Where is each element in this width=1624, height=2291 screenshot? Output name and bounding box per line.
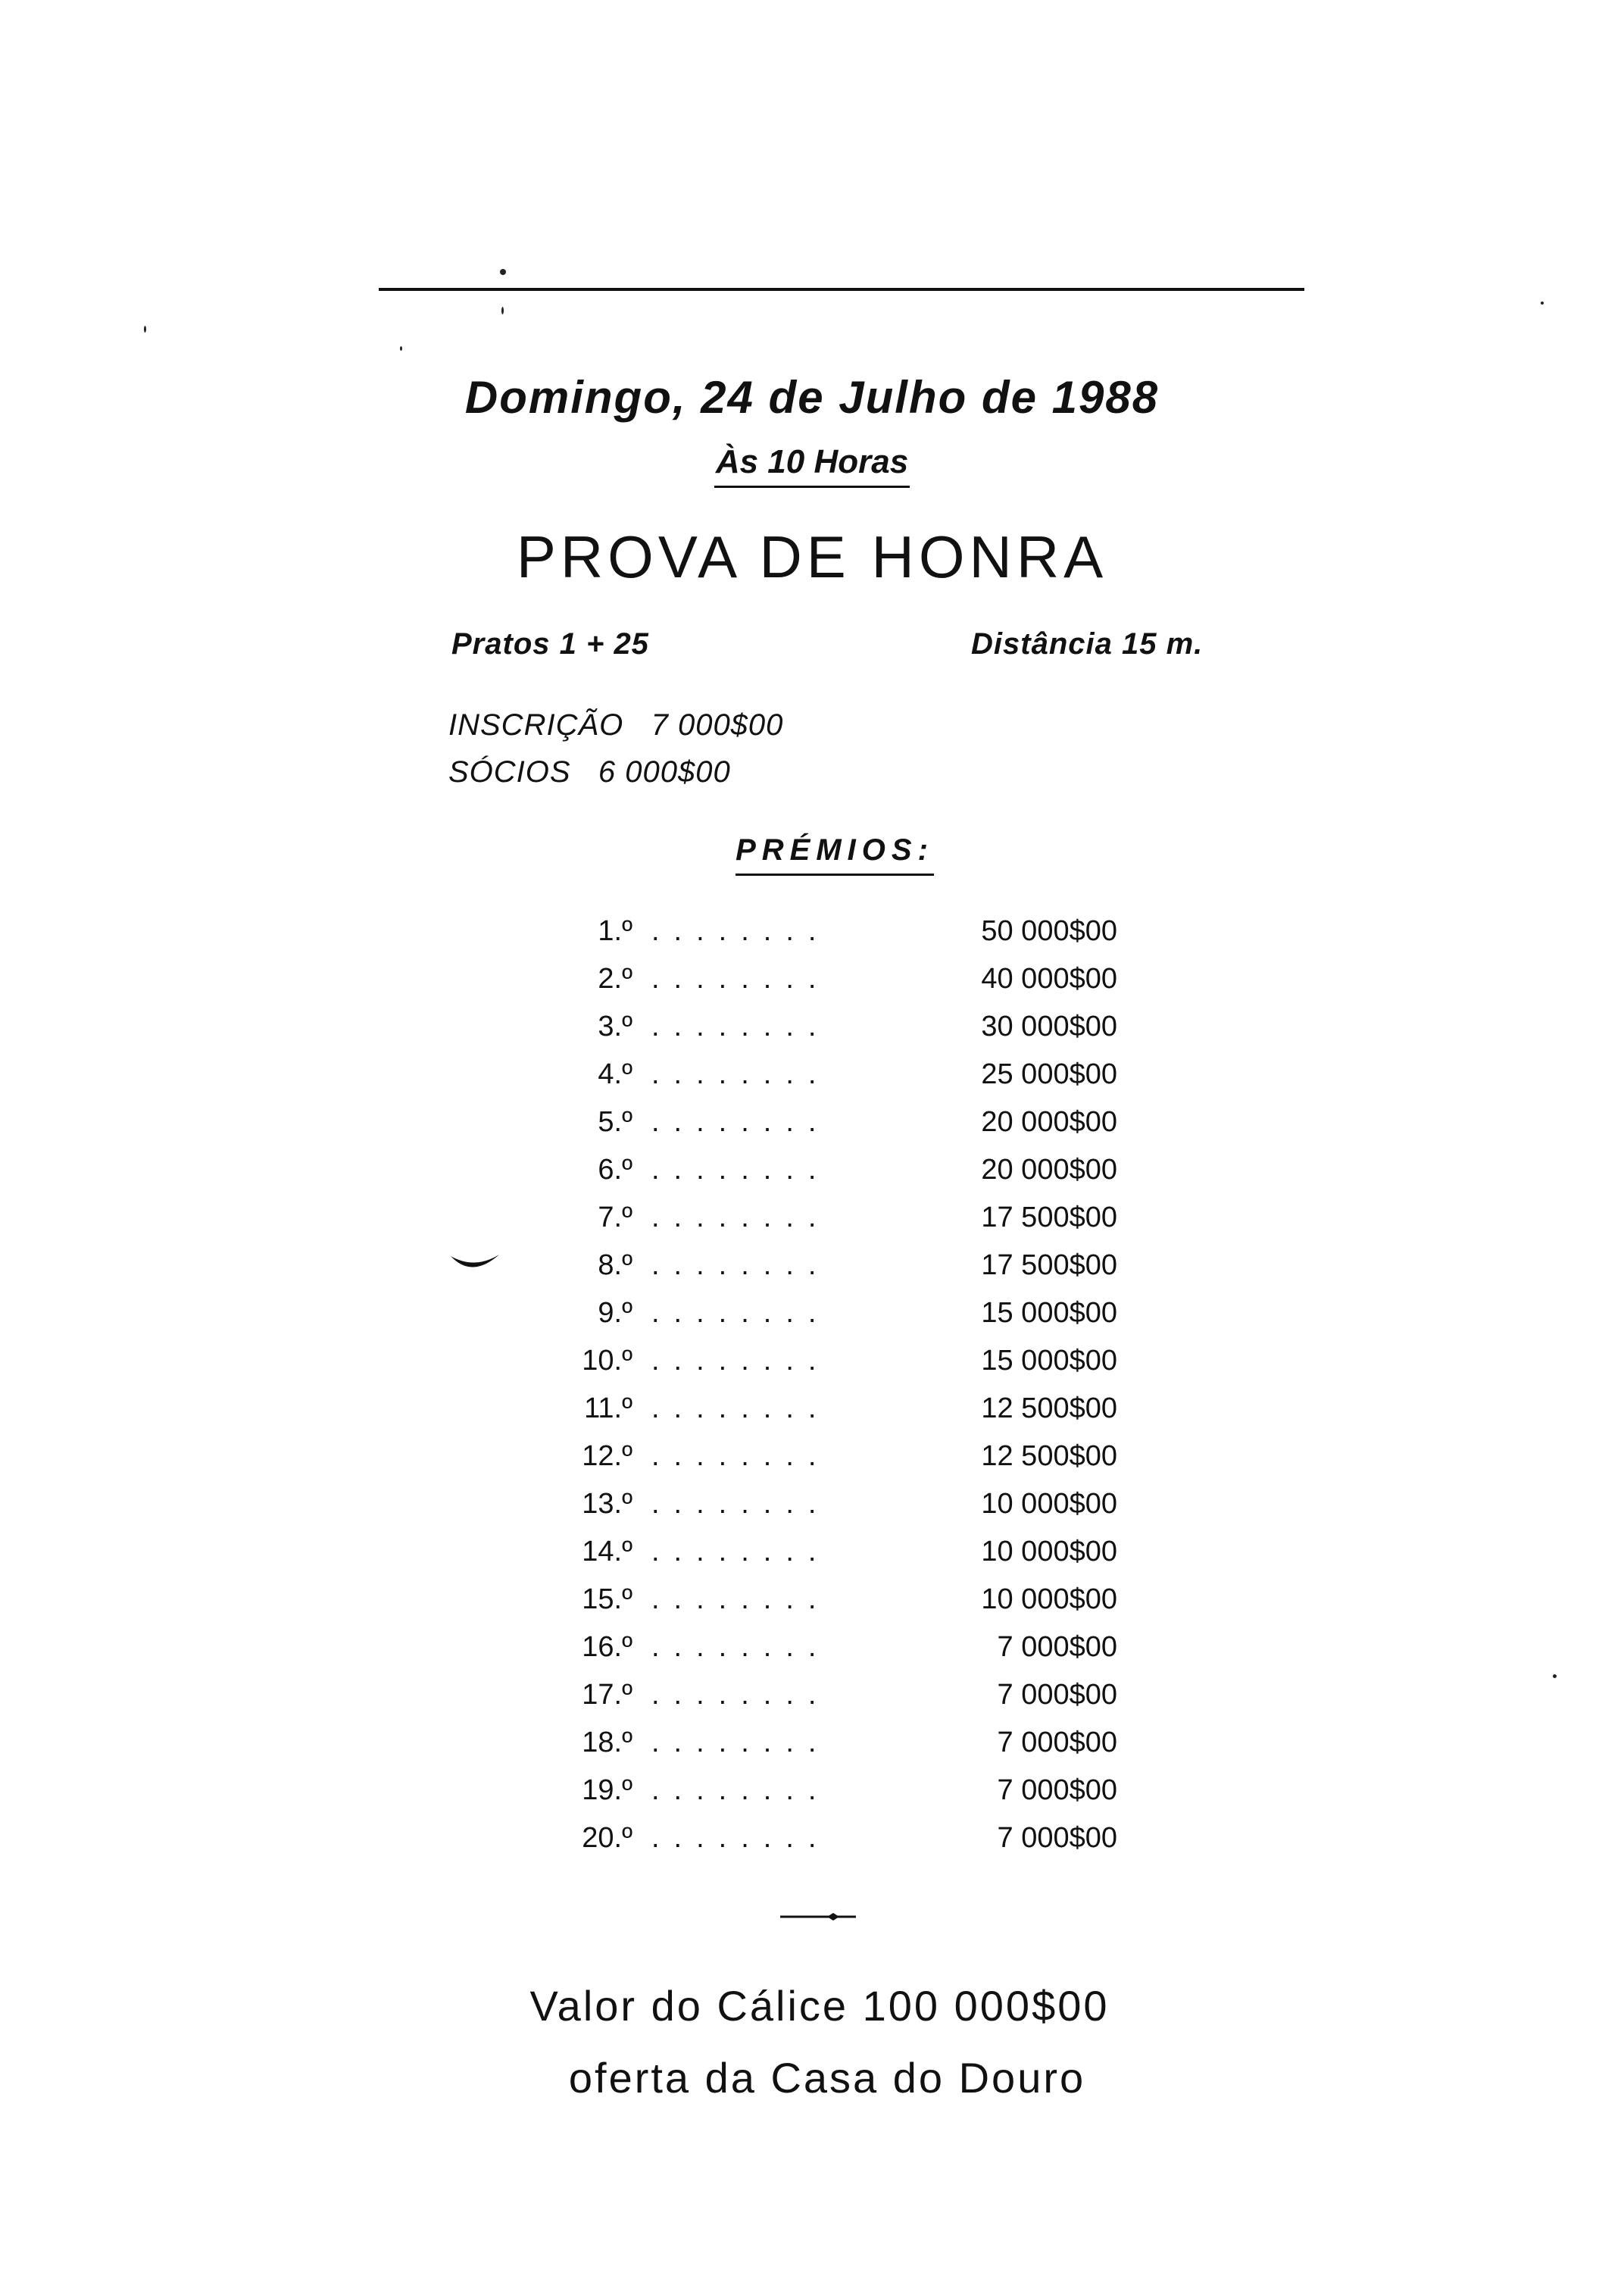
prize-rank: 2.º: [598, 963, 632, 995]
prize-row: [530, 1625, 1151, 1673]
prize-rank: 15.º: [582, 1583, 632, 1615]
prize-row: [530, 1721, 1151, 1768]
prize-rank: 3.º: [598, 1011, 632, 1042]
prize-amount: 17 500$00: [981, 1249, 1117, 1281]
prize-amount: 20 000$00: [981, 1154, 1117, 1186]
prize-amount: 20 000$00: [981, 1106, 1117, 1138]
prize-rank: 19.º: [582, 1774, 632, 1806]
prize-leader-dots: ........: [651, 963, 831, 995]
prize-rank: 11.º: [584, 1392, 632, 1424]
premios-heading-wrap: [0, 833, 1624, 876]
prize-list: [530, 909, 1151, 1864]
prize-row: [530, 957, 1151, 1005]
prize-leader-dots: ........: [651, 1822, 831, 1854]
prize-leader-dots: ........: [651, 1392, 831, 1424]
event-date: Domingo, 24 de Julho de 1988: [464, 372, 1160, 423]
prize-rank: 12.º: [582, 1440, 632, 1472]
prize-row: [530, 1673, 1151, 1721]
inscricao-fee: INSCRIÇÃO 7 000$00: [448, 708, 784, 742]
prize-row: [530, 909, 1151, 957]
prize-amount: 7 000$00: [997, 1631, 1117, 1663]
prize-amount: 40 000$00: [981, 963, 1117, 995]
prize-leader-dots: ........: [651, 1297, 831, 1329]
handwritten-mark-icon: [449, 1250, 502, 1284]
prize-rank: 1.º: [598, 915, 632, 947]
prize-amount: 15 000$00: [981, 1297, 1117, 1329]
prize-amount: 12 500$00: [981, 1440, 1117, 1472]
prize-row: [530, 1386, 1151, 1434]
prize-row: [530, 1005, 1151, 1052]
prize-rank: 4.º: [598, 1058, 632, 1090]
event-title: PROVA DE HONRA: [516, 524, 1108, 590]
prize-row: [530, 1339, 1151, 1386]
event-time: Às 10 Horas: [714, 443, 910, 488]
prize-rank: 7.º: [598, 1202, 632, 1233]
prize-amount: 7 000$00: [997, 1822, 1117, 1854]
prize-rank: 9.º: [598, 1297, 632, 1329]
prize-leader-dots: ........: [651, 1440, 831, 1472]
prize-amount: 15 000$00: [981, 1345, 1117, 1377]
prize-amount: 10 000$00: [981, 1536, 1117, 1567]
prize-rank: 18.º: [582, 1727, 632, 1758]
distancia-info: Distância 15 m.: [971, 627, 1204, 661]
ink-speck: [500, 269, 506, 275]
ink-speck: [400, 346, 402, 351]
prize-leader-dots: ........: [651, 1679, 831, 1711]
prize-amount: 7 000$00: [997, 1727, 1117, 1758]
premios-heading: PRÉMIOS:: [735, 833, 934, 876]
prize-amount: 7 000$00: [997, 1679, 1117, 1711]
prize-rank: 14.º: [582, 1536, 632, 1567]
pratos-info: Pratos 1 + 25: [451, 627, 649, 661]
prize-row: [530, 1148, 1151, 1196]
prize-leader-dots: ........: [651, 1345, 831, 1377]
prize-rank: 6.º: [598, 1154, 632, 1186]
prize-rank: 10.º: [582, 1345, 632, 1377]
prize-row: [530, 1434, 1151, 1482]
prize-row: [530, 1816, 1151, 1864]
ink-speck: [144, 326, 146, 333]
prize-amount: 17 500$00: [981, 1202, 1117, 1233]
prize-leader-dots: ........: [651, 1249, 831, 1281]
socios-fee: SÓCIOS 6 000$00: [448, 755, 731, 789]
prize-leader-dots: ........: [651, 1536, 831, 1567]
prize-amount: 10 000$00: [981, 1583, 1117, 1615]
prize-amount: 30 000$00: [981, 1011, 1117, 1042]
prize-leader-dots: ........: [651, 1202, 831, 1233]
prize-amount: 50 000$00: [981, 915, 1117, 947]
prize-row: [530, 1100, 1151, 1148]
prize-amount: 25 000$00: [981, 1058, 1117, 1090]
prize-leader-dots: ........: [651, 915, 831, 947]
prize-leader-dots: ........: [651, 1631, 831, 1663]
prize-rank: 17.º: [582, 1679, 632, 1711]
prize-row: [530, 1530, 1151, 1577]
calice-value: Valor do Cálice 100 000$00: [529, 1982, 1110, 2030]
prize-rank: 20.º: [582, 1822, 632, 1854]
prize-leader-dots: ........: [651, 1774, 831, 1806]
prize-row: [530, 1052, 1151, 1100]
prize-row: [530, 1243, 1151, 1291]
prize-leader-dots: ........: [651, 1011, 831, 1042]
ink-speck: [501, 307, 504, 314]
event-time-wrap: [0, 443, 1624, 488]
prize-leader-dots: ........: [651, 1583, 831, 1615]
prize-row: [530, 1196, 1151, 1243]
ink-speck: [1553, 1674, 1557, 1678]
prize-row: [530, 1291, 1151, 1339]
prize-leader-dots: ........: [651, 1106, 831, 1138]
prize-amount: 12 500$00: [981, 1392, 1117, 1424]
prize-rank: 16.º: [582, 1631, 632, 1663]
ink-speck: [1541, 302, 1544, 305]
prize-row: [530, 1482, 1151, 1530]
oferta-line: oferta da Casa do Douro: [568, 2054, 1086, 2102]
prize-leader-dots: ........: [651, 1058, 831, 1090]
prize-rank: 5.º: [598, 1106, 632, 1138]
prize-amount: 7 000$00: [997, 1774, 1117, 1806]
prize-rank: 13.º: [582, 1488, 632, 1520]
prize-leader-dots: ........: [651, 1727, 831, 1758]
prize-row: [530, 1768, 1151, 1816]
prize-amount: 10 000$00: [981, 1488, 1117, 1520]
prize-leader-dots: ........: [651, 1154, 831, 1186]
prize-rank: 8.º: [598, 1249, 632, 1281]
top-rule: [379, 288, 1304, 291]
ornament-divider-icon: [780, 1909, 856, 1928]
prize-row: [530, 1577, 1151, 1625]
prize-leader-dots: ........: [651, 1488, 831, 1520]
